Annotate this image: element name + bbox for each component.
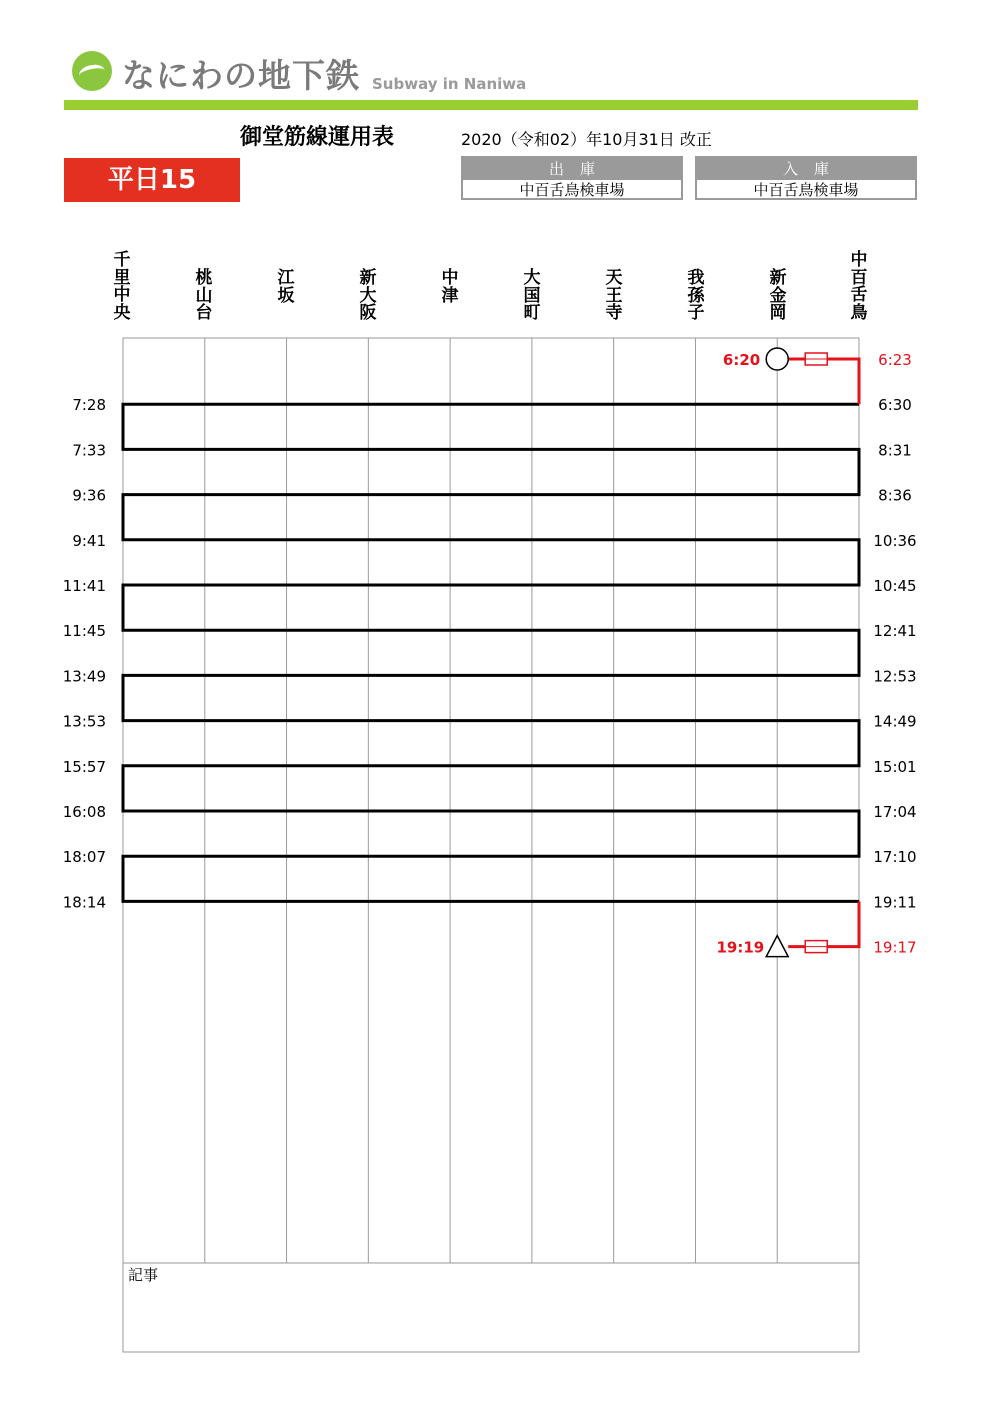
station-tennoji: 天王寺 [605, 268, 623, 323]
station-daikokucho: 大国町 [523, 268, 541, 323]
left-time-label: 11:41 [62, 577, 106, 595]
grid-frame [123, 338, 859, 1352]
station-shinkanaoka: 新金岡 [769, 268, 787, 323]
left-time-label: 7:28 [72, 396, 106, 415]
train-route [123, 359, 859, 947]
left-time-label: 15:57 [62, 757, 106, 776]
left-time-label: 18:07 [62, 848, 106, 867]
left-time-label: 16:08 [62, 803, 106, 821]
depot-in-label: 入庫 [697, 158, 915, 180]
route-line [123, 404, 859, 901]
right-time-label: 17:04 [873, 803, 917, 821]
right-time-label: 19:11 [873, 893, 917, 912]
depot-in-triangle-icon [766, 936, 788, 957]
depot-in-leg [788, 901, 859, 946]
depot-out-label: 出庫 [463, 158, 681, 180]
depot-out-leg [788, 359, 859, 404]
revision-date: 2020（令和02）年10月31日 改正 [461, 130, 712, 149]
right-time-label: 12:41 [873, 622, 917, 641]
depot-in-time: 19:19 [716, 938, 765, 957]
logo-subtitle: Subway in Naniwa [372, 75, 527, 93]
depot-markers [766, 348, 827, 957]
right-time-label: 15:01 [873, 757, 917, 776]
station-abiko: 我孫子 [687, 268, 705, 323]
diagram-grid [123, 338, 859, 1352]
right-time-label: 10:45 [873, 577, 917, 595]
right-time-label: 8:36 [878, 486, 912, 505]
right-time-label: 8:31 [878, 441, 912, 460]
left-time-label: 9:41 [72, 531, 106, 550]
time-labels [63, 351, 917, 957]
station-nakatsu: 中 津 [441, 268, 476, 306]
first-arrival-time: 6:23 [878, 351, 912, 369]
notes-label: 記事 [128, 1266, 159, 1284]
left-time-label: 13:49 [62, 667, 106, 686]
left-time-label: 18:14 [62, 893, 106, 912]
right-time-label: 10:36 [873, 531, 917, 550]
day-type-badge: 平日15 [64, 158, 240, 202]
depot-out-circle-icon [766, 348, 788, 370]
last-arrival-time: 19:17 [873, 938, 917, 957]
logo-text: なにわの地下鉄 [122, 56, 360, 95]
depot-out-value: 中百舌鳥検車場 [519, 181, 625, 199]
station-momoyamadai: 桃山台 [195, 268, 213, 323]
station-shin-osaka: 新大阪 [359, 268, 377, 323]
station-senri-chuo: 千里中央 [113, 250, 131, 323]
left-time-label: 11:45 [62, 622, 106, 641]
right-time-label: 14:49 [873, 712, 917, 731]
station-nakamozu: 中百舌鳥 [850, 250, 868, 323]
right-time-label: 17:10 [873, 848, 917, 867]
station-esaka: 江 坂 [277, 268, 312, 306]
left-time-label: 7:33 [72, 441, 106, 460]
right-time-label: 12:53 [873, 667, 917, 686]
depot-in-value: 中百舌鳥検車場 [753, 181, 859, 199]
line-title: 御堂筋線運用表 [240, 125, 395, 150]
right-time-label: 6:30 [878, 396, 912, 415]
left-time-label: 13:53 [62, 712, 106, 731]
depot-out-time: 6:20 [722, 351, 761, 369]
left-time-label: 9:36 [72, 486, 106, 505]
